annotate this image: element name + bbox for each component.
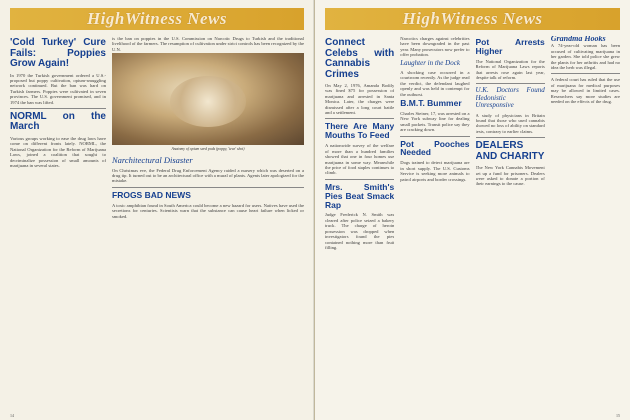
left-col-2 <box>112 36 304 416</box>
headline-pot-pooches: Pot Pooches Needed <box>400 138 470 158</box>
headline-mrs-smiths: Mrs. Smith's Pies Beat Smack Rap <box>325 181 395 210</box>
right-col-4 <box>551 36 620 416</box>
headline-uk-doctors: U.K. Doctors Found Hedonistic Unresponsive <box>475 86 545 110</box>
article-dealers-charity: The New York Cannabis Movement set up a fund for prisoners. Dealers were asked to donate a portion of their earnings to the cause. <box>475 165 545 187</box>
left-page-number: 14 <box>10 413 14 418</box>
article-laughter: A shocking case occurred in a courtroom recently. As the judge read the verdict, the defendant laughed openly and was held in contempt for the outburst. <box>400 69 470 97</box>
right-col-2 <box>400 36 469 416</box>
right-masthead: HighWitness News <box>325 8 620 30</box>
headline-laughter: Laughter in the Dock <box>400 58 460 67</box>
right-page-number: 15 <box>616 413 620 418</box>
article-cold-turkey-cont: is the ban on poppies in the U.S. Commission on Narcotic Drugs to Turkish and the traditional livelihood of the farmers. The resumption of cultivation under strict controls has been recognized by the U.N. <box>112 36 304 52</box>
left-col-1 <box>10 36 106 416</box>
divider <box>325 118 394 119</box>
right-col-1 <box>325 36 394 416</box>
headline-connect-celebs: Connect Celebs with Cannabis Crimes <box>325 37 395 80</box>
article-frogs: A toxic amphibian found in South America could become a new hazard for users. Natives have used the secretions for centuries. Scientists warn that the substance can cause heart failure when licked or smoked. <box>112 202 304 219</box>
left-masthead: HighWitness News <box>10 8 304 30</box>
divider <box>325 179 394 180</box>
divider <box>112 187 304 188</box>
photo-caption: Anatomy of opium seed pods (poppy, 'tear' shot) <box>171 147 245 152</box>
headline-norml: NORML on the March <box>10 110 106 133</box>
article-narchitectural: On Christmas eve, the Federal Drug Enforcement Agency raided a nursery which was deserted on a drug tip. It turned out to be an architectural office with a mural of plants. Agents later apologized for the mistake. <box>112 167 304 184</box>
headline-narchitectural: Narchitectural Disaster <box>112 154 193 165</box>
article-grandma-hooks: A 74-year-old woman has been accused of cultivating marijuana in her garden. She told police she grew the plants for her arthritis and had no idea the herb was illegal. <box>550 43 620 71</box>
headline-pot-arrests: Pot Arrests Higher <box>475 37 545 56</box>
opium-pod-photo <box>112 53 304 145</box>
right-page <box>315 0 630 420</box>
article-many-mouths: A nationwide survey of the welfare of more than a hundred families showed that one in four homes use marijuana in some way. Meanwhile the price of food staples continues to climb. <box>325 143 395 176</box>
article-cold-turkey: In 1970 the Turkish government ordered a U.S.-proposed but poppy cultivation, opium-smuggling network continued. But the ban was hard on Turkish farmers. Poppies were cultivated in seven provinces. The U.S. government promised, and in 1974 the ban was lifted. <box>10 72 106 105</box>
divider <box>10 108 106 109</box>
headline-many-mouths: There Are Many Mouths To Feed <box>325 121 395 141</box>
headline-dealers-charity: DEALERS AND CHARITY <box>475 140 545 162</box>
headline-grandma-hooks: Grandma Hooks <box>550 36 606 43</box>
divider <box>476 137 545 138</box>
headline-cold-turkey: 'Cold Turkey' Cure Fails: Poppies Grow Again! <box>10 37 106 69</box>
article-uk-doctors: A study of physicians in Britain found that those who used cannabis showed no loss of ability on standard tests, contrary to earlier claims. <box>475 112 545 134</box>
divider <box>476 83 545 84</box>
divider <box>551 73 620 74</box>
left-columns <box>10 36 304 416</box>
right-columns <box>325 36 620 416</box>
right-col-3 <box>476 36 545 416</box>
article-bmt-bummer: Charles Steiner, 17, was arrested on a New York subway line for dealing small packets. Transit police say they are cracking down. <box>400 110 470 133</box>
headline-frogs: FROGS BAD NEWS <box>112 189 191 200</box>
article-medical-ruling: A federal court has ruled that the use of marijuana for medical purposes may be allowed in limited cases. Researchers say more studies are needed on the effects of the drug. <box>550 77 620 105</box>
article-pot-pooches: Dogs trained to detect marijuana are in short supply. The U.S. Customs Service is seeking more animals to patrol airports and border crossings. <box>400 160 470 182</box>
headline-bmt-bummer: B.M.T. Bummer <box>400 98 462 108</box>
divider <box>400 136 469 137</box>
article-mrs-smiths: Judge Frederick N. Smith was cleared after police seized a bakery truck. The charge of heroin possession was dropped when investigators found the pies contained nothing more than fruit filling. <box>325 212 395 250</box>
article-connect-celebs: On May 2, 1976, Amanda Bodily was fined $75 for possession of marijuana and arrested in Santa Monica. Later, the charges were dismissed after a long court battle and a settlement. <box>325 83 395 116</box>
article-celebs-cont: Narcotics charges against celebrities have been downgraded in the past year. Many prosecutors now prefer to offer probation. <box>400 36 470 58</box>
article-pot-arrests: The National Organization for the Reform of Marijuana Laws reports that arrests rose again last year, despite talk of reform. <box>475 58 545 81</box>
article-norml: Various groups working to ease the drug laws have come on different fronts lately. NORML, the National Organization for the Reform of Marijuana Laws, joined a coalition that sought to decriminalize possession of small amounts of marijuana in several states. <box>10 135 106 168</box>
